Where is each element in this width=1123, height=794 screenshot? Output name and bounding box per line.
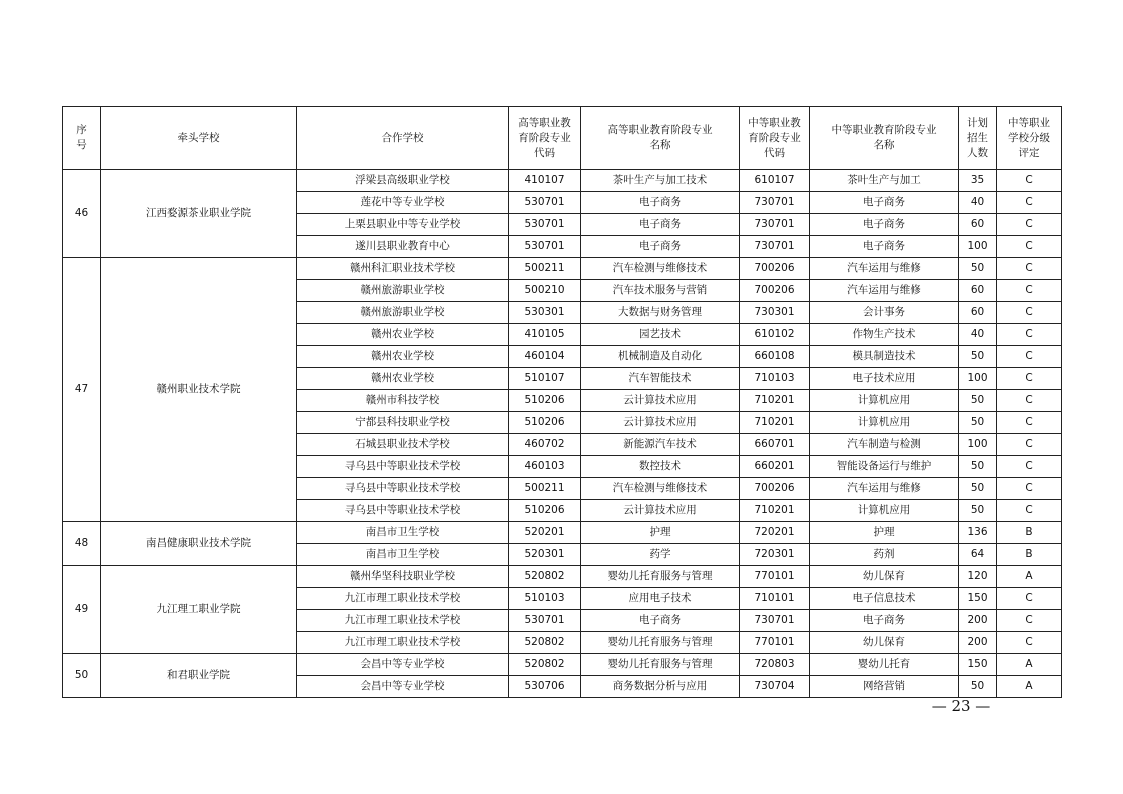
higher-code-cell: 530701 (509, 610, 581, 632)
mid-code-cell: 730701 (740, 236, 810, 258)
mid-code-cell: 730704 (740, 676, 810, 698)
higher-code-cell: 530701 (509, 192, 581, 214)
grade-cell: C (997, 236, 1062, 258)
mid-code-cell: 710201 (740, 412, 810, 434)
header-partner-school: 合作学校 (297, 107, 509, 170)
higher-name-cell: 药学 (581, 544, 740, 566)
header-higher-code: 高等职业教育阶段专业代码 (509, 107, 581, 170)
higher-name-cell: 汽车智能技术 (581, 368, 740, 390)
higher-name-cell: 汽车检测与维修技术 (581, 258, 740, 280)
mid-name-cell: 幼儿保育 (810, 632, 959, 654)
higher-name-cell: 云计算技术应用 (581, 500, 740, 522)
mid-name-cell: 护理 (810, 522, 959, 544)
mid-name-cell: 汽车运用与维修 (810, 280, 959, 302)
partner-school-cell: 寻乌县中等职业技术学校 (297, 500, 509, 522)
mid-code-cell: 660701 (740, 434, 810, 456)
higher-code-cell: 460103 (509, 456, 581, 478)
partner-school-cell: 会昌中等专业学校 (297, 676, 509, 698)
table-row (63, 170, 1062, 192)
partner-school-cell: 赣州华坚科技职业学校 (297, 566, 509, 588)
mid-code-cell: 730701 (740, 610, 810, 632)
higher-code-cell: 500211 (509, 478, 581, 500)
partner-school-cell: 浮梁县高级职业学校 (297, 170, 509, 192)
plan-cell: 60 (959, 302, 997, 324)
mid-code-cell: 710201 (740, 390, 810, 412)
plan-cell: 136 (959, 522, 997, 544)
seq-cell: 48 (63, 522, 101, 566)
grade-cell: C (997, 632, 1062, 654)
mid-code-cell: 700206 (740, 258, 810, 280)
higher-name-cell: 电子商务 (581, 610, 740, 632)
plan-cell: 150 (959, 588, 997, 610)
mid-name-cell: 智能设备运行与维护 (810, 456, 959, 478)
mid-code-cell: 710101 (740, 588, 810, 610)
grade-cell: C (997, 500, 1062, 522)
grade-cell: C (997, 434, 1062, 456)
higher-code-cell: 510206 (509, 390, 581, 412)
grade-cell: A (997, 676, 1062, 698)
partner-school-cell: 寻乌县中等职业技术学校 (297, 478, 509, 500)
table-body (63, 170, 1062, 698)
plan-cell: 100 (959, 236, 997, 258)
header-mid-name: 中等职业教育阶段专业名称 (810, 107, 959, 170)
mid-name-cell: 电子商务 (810, 610, 959, 632)
header-higher-name: 高等职业教育阶段专业名称 (581, 107, 740, 170)
partner-school-cell: 莲花中等专业学校 (297, 192, 509, 214)
grade-cell: C (997, 170, 1062, 192)
mid-name-cell: 婴幼儿托育 (810, 654, 959, 676)
higher-code-cell: 500211 (509, 258, 581, 280)
grade-cell: A (997, 654, 1062, 676)
mid-name-cell: 计算机应用 (810, 390, 959, 412)
mid-code-cell: 660201 (740, 456, 810, 478)
mid-code-cell: 700206 (740, 478, 810, 500)
higher-code-cell: 520802 (509, 632, 581, 654)
higher-name-cell: 数控技术 (581, 456, 740, 478)
higher-code-cell: 530701 (509, 236, 581, 258)
mid-code-cell: 720301 (740, 544, 810, 566)
plan-cell: 50 (959, 500, 997, 522)
plan-cell: 100 (959, 368, 997, 390)
higher-code-cell: 520301 (509, 544, 581, 566)
mid-name-cell: 电子信息技术 (810, 588, 959, 610)
partner-school-cell: 九江市理工职业技术学校 (297, 588, 509, 610)
higher-name-cell: 电子商务 (581, 214, 740, 236)
grade-cell: C (997, 346, 1062, 368)
grade-cell: C (997, 368, 1062, 390)
plan-cell: 60 (959, 280, 997, 302)
grade-cell: A (997, 566, 1062, 588)
partner-school-cell: 九江市理工职业技术学校 (297, 632, 509, 654)
higher-code-cell: 510103 (509, 588, 581, 610)
mid-name-cell: 计算机应用 (810, 500, 959, 522)
plan-cell: 64 (959, 544, 997, 566)
higher-code-cell: 510206 (509, 412, 581, 434)
higher-code-cell: 410107 (509, 170, 581, 192)
partner-school-cell: 赣州旅游职业学校 (297, 302, 509, 324)
plan-cell: 40 (959, 324, 997, 346)
mid-code-cell: 730301 (740, 302, 810, 324)
higher-code-cell: 510107 (509, 368, 581, 390)
higher-name-cell: 大数据与财务管理 (581, 302, 740, 324)
plan-cell: 50 (959, 346, 997, 368)
plan-cell: 50 (959, 390, 997, 412)
higher-name-cell: 商务数据分析与应用 (581, 676, 740, 698)
grade-cell: C (997, 412, 1062, 434)
grade-cell: B (997, 544, 1062, 566)
grade-cell: C (997, 324, 1062, 346)
partner-school-cell: 石城县职业技术学校 (297, 434, 509, 456)
mid-code-cell: 610107 (740, 170, 810, 192)
mid-name-cell: 会计事务 (810, 302, 959, 324)
lead-school-cell: 南昌健康职业技术学院 (101, 522, 297, 566)
higher-name-cell: 茶叶生产与加工技术 (581, 170, 740, 192)
grade-cell: C (997, 302, 1062, 324)
grade-cell: C (997, 588, 1062, 610)
plan-cell: 50 (959, 478, 997, 500)
higher-code-cell: 520802 (509, 566, 581, 588)
higher-name-cell: 云计算技术应用 (581, 412, 740, 434)
mid-code-cell: 660108 (740, 346, 810, 368)
table-row (63, 566, 1062, 588)
plan-cell: 50 (959, 412, 997, 434)
lead-school-cell: 江西婺源茶业职业学院 (101, 170, 297, 258)
mid-code-cell: 700206 (740, 280, 810, 302)
plan-cell: 50 (959, 258, 997, 280)
mid-name-cell: 模具制造技术 (810, 346, 959, 368)
header-seq: 序号 (63, 107, 101, 170)
higher-name-cell: 应用电子技术 (581, 588, 740, 610)
plan-cell: 50 (959, 456, 997, 478)
higher-name-cell: 云计算技术应用 (581, 390, 740, 412)
mid-name-cell: 电子商务 (810, 236, 959, 258)
mid-name-cell: 计算机应用 (810, 412, 959, 434)
higher-code-cell: 530301 (509, 302, 581, 324)
higher-name-cell: 婴幼儿托育服务与管理 (581, 632, 740, 654)
higher-code-cell: 520802 (509, 654, 581, 676)
plan-cell: 150 (959, 654, 997, 676)
higher-name-cell: 电子商务 (581, 236, 740, 258)
partner-school-cell: 会昌中等专业学校 (297, 654, 509, 676)
mid-name-cell: 电子商务 (810, 214, 959, 236)
higher-name-cell: 汽车检测与维修技术 (581, 478, 740, 500)
partner-school-cell: 赣州旅游职业学校 (297, 280, 509, 302)
mid-name-cell: 作物生产技术 (810, 324, 959, 346)
partner-school-cell: 九江市理工职业技术学校 (297, 610, 509, 632)
grade-cell: C (997, 390, 1062, 412)
mid-code-cell: 720803 (740, 654, 810, 676)
higher-name-cell: 汽车技术服务与营销 (581, 280, 740, 302)
mid-name-cell: 茶叶生产与加工 (810, 170, 959, 192)
seq-cell: 46 (63, 170, 101, 258)
higher-code-cell: 530706 (509, 676, 581, 698)
higher-name-cell: 婴幼儿托育服务与管理 (581, 566, 740, 588)
partner-school-cell: 赣州农业学校 (297, 324, 509, 346)
mid-code-cell: 730701 (740, 192, 810, 214)
plan-cell: 50 (959, 676, 997, 698)
header-lead-school: 牵头学校 (101, 107, 297, 170)
plan-cell: 35 (959, 170, 997, 192)
seq-cell: 50 (63, 654, 101, 698)
grade-cell: C (997, 214, 1062, 236)
grade-cell: C (997, 610, 1062, 632)
grade-cell: C (997, 456, 1062, 478)
plan-cell: 60 (959, 214, 997, 236)
plan-cell: 200 (959, 610, 997, 632)
header-plan: 计划招生人数 (959, 107, 997, 170)
higher-code-cell: 520201 (509, 522, 581, 544)
grade-cell: B (997, 522, 1062, 544)
partner-school-cell: 上栗县职业中等专业学校 (297, 214, 509, 236)
mid-name-cell: 电子技术应用 (810, 368, 959, 390)
header-mid-code: 中等职业教育阶段专业代码 (740, 107, 810, 170)
lead-school-cell: 和君职业学院 (101, 654, 297, 698)
higher-code-cell: 500210 (509, 280, 581, 302)
lead-school-cell: 九江理工职业学院 (101, 566, 297, 654)
higher-name-cell: 婴幼儿托育服务与管理 (581, 654, 740, 676)
lead-school-cell: 赣州职业技术学院 (101, 258, 297, 522)
mid-name-cell: 网络营销 (810, 676, 959, 698)
higher-code-cell: 460702 (509, 434, 581, 456)
grade-cell: C (997, 192, 1062, 214)
mid-name-cell: 电子商务 (810, 192, 959, 214)
mid-code-cell: 710201 (740, 500, 810, 522)
partner-school-cell: 宁都县科技职业学校 (297, 412, 509, 434)
higher-name-cell: 新能源汽车技术 (581, 434, 740, 456)
plan-cell: 200 (959, 632, 997, 654)
mid-code-cell: 710103 (740, 368, 810, 390)
mid-code-cell: 770101 (740, 566, 810, 588)
partner-school-cell: 遂川县职业教育中心 (297, 236, 509, 258)
partner-school-cell: 南昌市卫生学校 (297, 522, 509, 544)
table-row (63, 654, 1062, 676)
higher-code-cell: 460104 (509, 346, 581, 368)
higher-code-cell: 530701 (509, 214, 581, 236)
grade-cell: C (997, 258, 1062, 280)
partner-school-cell: 南昌市卫生学校 (297, 544, 509, 566)
mid-name-cell: 汽车运用与维修 (810, 258, 959, 280)
mid-code-cell: 730701 (740, 214, 810, 236)
partner-school-cell: 赣州农业学校 (297, 346, 509, 368)
header-row (63, 107, 1062, 170)
grade-cell: C (997, 280, 1062, 302)
mid-code-cell: 720201 (740, 522, 810, 544)
partner-school-cell: 赣州农业学校 (297, 368, 509, 390)
mid-code-cell: 610102 (740, 324, 810, 346)
table-row (63, 522, 1062, 544)
mid-name-cell: 幼儿保育 (810, 566, 959, 588)
grade-cell: C (997, 478, 1062, 500)
plan-cell: 120 (959, 566, 997, 588)
mid-code-cell: 770101 (740, 632, 810, 654)
seq-cell: 49 (63, 566, 101, 654)
seq-cell: 47 (63, 258, 101, 522)
enrollment-table (62, 106, 1062, 698)
header-grade: 中等职业学校分级评定 (997, 107, 1062, 170)
higher-name-cell: 园艺技术 (581, 324, 740, 346)
higher-name-cell: 机械制造及自动化 (581, 346, 740, 368)
partner-school-cell: 赣州市科技学校 (297, 390, 509, 412)
plan-cell: 40 (959, 192, 997, 214)
higher-name-cell: 护理 (581, 522, 740, 544)
mid-name-cell: 汽车运用与维修 (810, 478, 959, 500)
mid-name-cell: 汽车制造与检测 (810, 434, 959, 456)
table-row (63, 258, 1062, 280)
partner-school-cell: 寻乌县中等职业技术学校 (297, 456, 509, 478)
page-number: — 23 — (931, 697, 991, 715)
higher-code-cell: 510206 (509, 500, 581, 522)
mid-name-cell: 药剂 (810, 544, 959, 566)
plan-cell: 100 (959, 434, 997, 456)
higher-code-cell: 410105 (509, 324, 581, 346)
higher-name-cell: 电子商务 (581, 192, 740, 214)
partner-school-cell: 赣州科汇职业技术学校 (297, 258, 509, 280)
